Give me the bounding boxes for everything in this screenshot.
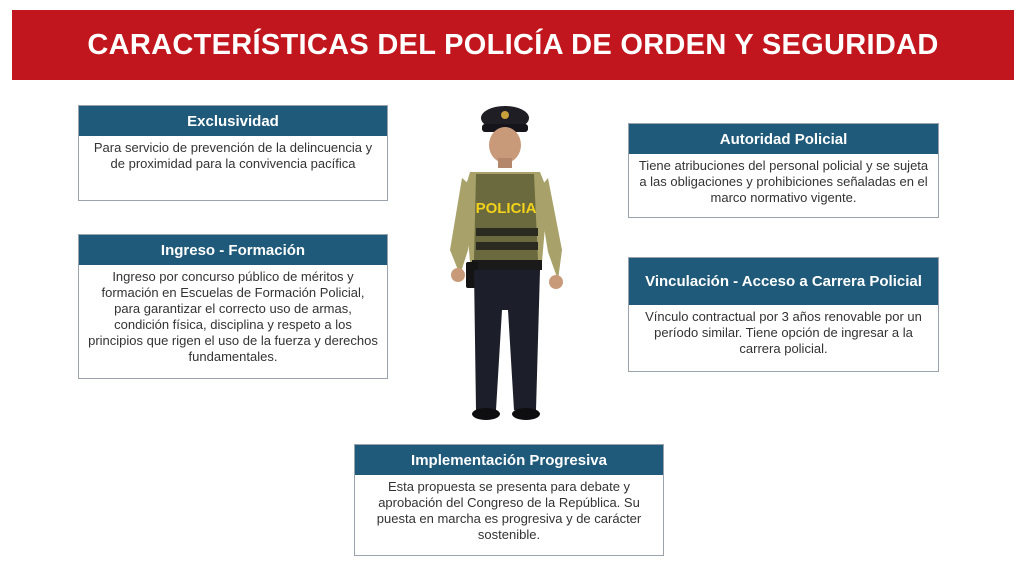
right-hand [549, 275, 563, 289]
card-title: Implementación Progresiva [355, 445, 663, 475]
neck [498, 158, 512, 168]
police-officer-illustration [430, 100, 600, 430]
card-title: Vinculación - Acceso a Carrera Policial [629, 258, 938, 305]
vest-label: POLICIA [475, 200, 537, 217]
belt [472, 260, 542, 270]
card-vinculacion [628, 257, 939, 372]
card-autoridad-policial [628, 123, 939, 218]
right-shoe [512, 408, 540, 420]
vest-strap [476, 242, 538, 250]
card-body: Esta propuesta se presenta para debate y aprobación del Congreso de la República. Su puesta en marcha es progresiva y de carácter sostenible. [376, 479, 642, 542]
left-hand [451, 268, 465, 282]
title-banner [12, 10, 1014, 80]
card-exclusividad [78, 105, 388, 201]
card-implementacion-progresiva [354, 444, 664, 556]
card-body: Vínculo contractual por 3 años renovable por un período similar. Tiene opción de ingresar a la carrera policial. [645, 309, 922, 356]
card-body: Ingreso por concurso público de méritos y formación en Escuelas de Formación Policial, para garantizar el correcto uso de armas, condición física, disciplina y respeto a los principios que rigen el uso de la fuerza y derechos fundamentales. [88, 269, 378, 364]
card-body: Para servicio de prevención de la delincuencia y de proximidad para la convivencia pacífica [93, 140, 373, 171]
page-title: CARACTERÍSTICAS DEL POLICÍA DE ORDEN Y SEGURIDAD [87, 28, 939, 61]
left-shoe [472, 408, 500, 420]
head [489, 127, 521, 163]
card-body: Tiene atribuciones del personal policial y se sujeta a las obligaciones y prohibiciones señaladas en el marco normativo vigente. [638, 158, 929, 205]
card-ingreso-formacion [78, 234, 388, 379]
card-title: Autoridad Policial [629, 124, 938, 154]
card-title: Exclusividad [79, 106, 387, 136]
cap-badge [501, 111, 509, 119]
card-title: Ingreso - Formación [79, 235, 387, 265]
trousers [474, 270, 540, 410]
vest-strap [476, 228, 538, 236]
